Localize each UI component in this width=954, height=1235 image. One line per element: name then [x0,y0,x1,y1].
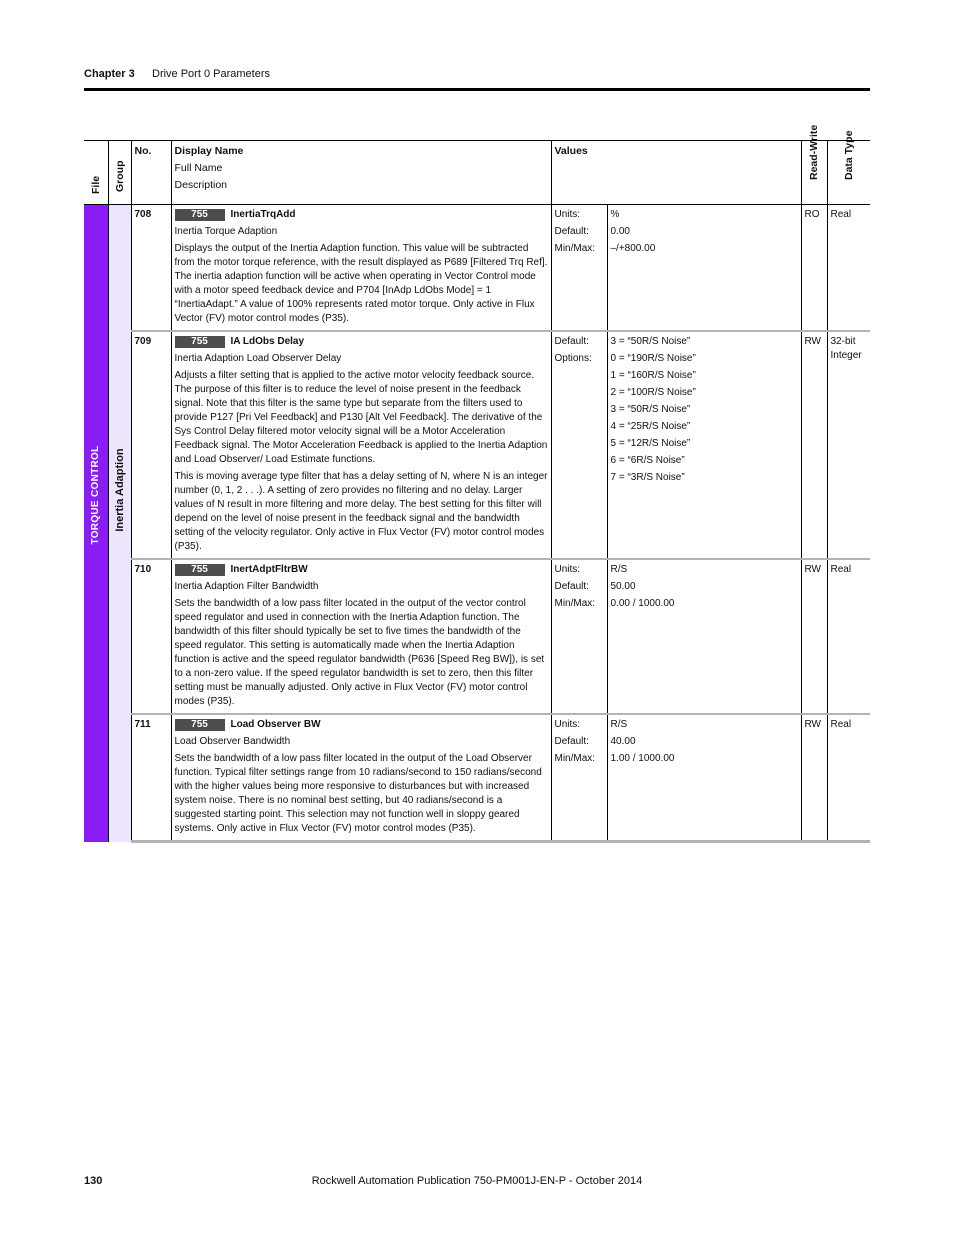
full-name: Inertia Adaption Load Observer Delay [174,353,342,364]
display-name: InertAdptFltrBW [230,564,308,575]
display-name: Load Observer BW [230,719,321,730]
file-cell [84,205,108,842]
read-write-value: RW [801,331,827,559]
header-description: Description [174,179,228,191]
chapter-label: Chapter 3 [84,68,135,80]
table-row [84,559,870,714]
header-rule [84,88,870,91]
value-labels: Units: Default: Min/Max: [551,559,607,714]
header-file: File [84,141,108,205]
value-values: 3 = “50R/S Noise” 0 = “190R/S Noise” 1 = “160R/S Noise” 2 = “100R/S Noise” 3 = “50R/S Noise” 4 = “25R/S Noise” 5 = “12R/S Noise” 6 = “6R/S Noise” 7 = “3R/S Noise” [607,331,801,559]
table-row [84,714,870,842]
value-labels: Units: Default: Min/Max: [551,714,607,842]
header-full-name: Full Name [174,162,223,174]
parameter-table [84,124,870,843]
param-description-cell [171,331,551,559]
value-labels: Units: Default: Min/Max: [551,205,607,332]
param-number: 710 [131,559,171,714]
read-write-value: RO [801,205,827,332]
description-text-2: This is moving average type filter that has a delay setting of N, where N is an integer number (0, 1, 2 . . .). A setting of zero provides no filtering and no delay. Larger values of N result in more filtering and more delay. The best setting for this filter will depend on the level of noise present in the feedback signal and the bandwidth setting of the velocity regulator. Only active in Flux Vector (FV) motor control modes (P35). [174,471,548,552]
param-description-cell [171,714,551,842]
page-header [84,66,870,90]
display-name: IA LdObs Delay [230,336,305,347]
full-name: Inertia Torque Adaption [174,226,278,237]
value-values: % 0.00 –/+800.00 [607,205,801,332]
read-write-value: RW [801,559,827,714]
value-values: R/S 40.00 1.00 / 1000.00 [607,714,801,842]
full-name: Load Observer Bandwidth [174,736,291,747]
value-values: R/S 50.00 0.00 / 1000.00 [607,559,801,714]
drive-badge: 755 [175,719,225,731]
data-type-value: Real [827,559,870,714]
param-number: 711 [131,714,171,842]
header-display-name: Display Name Full Name Description [171,141,551,205]
full-name: Inertia Adaption Filter Bandwidth [174,581,319,592]
drive-badge: 755 [175,336,225,348]
file-label: TORQUE CONTROL [89,445,101,545]
header-read-write: Read-Write [801,141,827,205]
value-labels: Default: Options: [551,331,607,559]
page-number: 130 [84,1175,103,1187]
header-data-type: Data Type [827,141,870,205]
header-values: Values [551,141,801,205]
param-number: 708 [131,205,171,332]
group-label: Inertia Adaption [113,448,126,532]
drive-badge: 755 [175,209,225,221]
table-header-row [84,141,870,205]
description-text: Adjusts a filter setting that is applied to the active motor velocity feedback source. The purpose of this filter is to reduce the level of noise present in the feedback signal. Note that this filter is the same type but separate from the filters used to provide P127 [Pri Vel Feedback] and P130 [Alt Vel Feedback]. The derivative of the Sys Control Delay filtered motor velocity signal will be a Motor Acceleration Feedback signal. The Motor Acceleration Feedback is applied to the Inertia Adaption and Load Observer/ Load Estimate functions. [174,370,548,465]
data-type-value: Real [827,714,870,842]
header-no: No. [131,141,171,205]
table-row [84,331,870,559]
header-group: Group [108,141,131,205]
param-description-cell [171,559,551,714]
publication-footer: Rockwell Automation Publication 750-PM001J-EN-P - October 2014 [311,1175,643,1187]
description-text: Sets the bandwidth of a low pass filter located in the output of the vector control speed regulator and used in connection with the Inertia Adaption function. The bandwidth of this filter should typically be set to five times the bandwidth of the speed regulator. This setting is automatically made when the Inertia Adaption function is active and the speed regulator bandwidth (P636 [Speed Reg BW]), is set to a non-zero value. If the speed regulator bandwidth is set to zero, then this filter setting must be manually adjusted. Only active in Flux Vector (FV) motor control modes (P35). [174,598,545,707]
display-name: InertiaTrqAdd [230,209,296,220]
read-write-value: RW [801,714,827,842]
description-text: Displays the output of the Inertia Adaption function. This value will be subtracted from the motor torque reference, with the result displayed as P689 [Filtered Trq Ref]. The inertia adaption function will be active when operating in Vector Control mode with a motor speed feedback device and P704 [InAdp LdObs Mode] = 1 “InertiaAdapt.” A value of 100% represents rated motor torque. Only active in Flux Vector (FV) motor control modes (P35). [174,243,548,324]
param-description-cell [171,205,551,332]
param-number: 709 [131,331,171,559]
drive-badge: 755 [175,564,225,576]
description-text: Sets the bandwidth of a low pass filter located in the output of the Load Observer function. Typical filter settings range from 10 radians/second to 150 radians/second with the higher values being more responsive to disturbances but with increased system noise. There is no nominal best setting, but 40 radians/second is a suggested starting point. This selection may not function well in sloppy geared systems. Only active in Flux Vector (FV) motor control modes (P35). [174,753,542,834]
data-type-value: Real [827,205,870,332]
table-row [84,205,870,332]
group-cell [108,205,131,842]
section-title: Drive Port 0 Parameters [152,68,270,80]
data-type-value: 32-bit Integer [827,331,870,559]
